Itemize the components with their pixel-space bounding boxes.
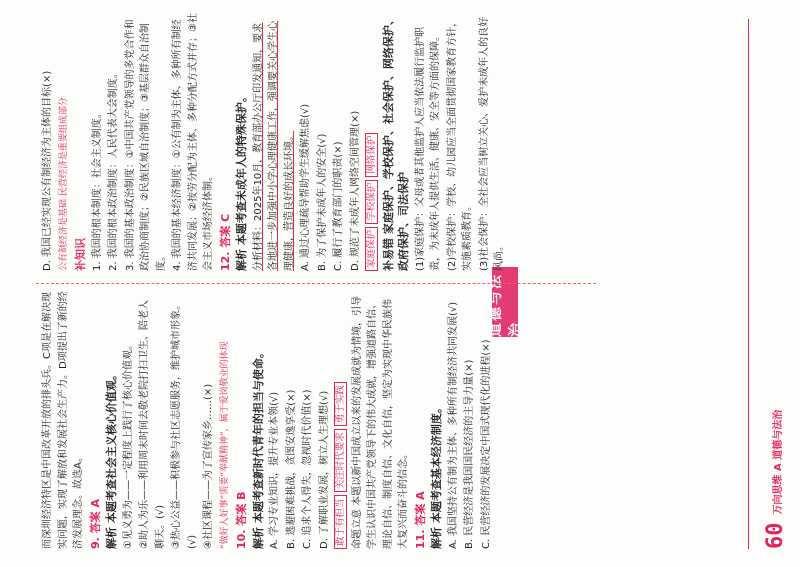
q12-note: 网络保护 — [365, 133, 378, 177]
supplement-item: 4. 我国的基本经济制度：①公有制为主体、多种所有制经济共同发展；②按劳分配为主体、多种分配方式并存；③社会主义市场经济体制。 — [172, 13, 214, 271]
supplement-item: 2. 我国的根本政治制度：人民代表大会制度。 — [108, 68, 119, 271]
q9-item: ①见义勇为——一定程度上践行了核心价值观。 — [122, 340, 134, 549]
q12-note: 学校保护 — [365, 180, 378, 224]
q10-answer: 10. 答案 B — [235, 491, 248, 549]
supplement-title: 补知识 — [74, 238, 87, 271]
q11-item-d: D. 我国已经实现公有制经济为主体的目标(×) — [42, 70, 53, 271]
right-column — [40, 13, 509, 271]
q10-analysis: 解析 本题考查新时代青年的担当与使命。 — [251, 347, 265, 549]
law-title: 补易错 家庭保护、学校保护、社会保护、网络保护、政府保护、司法保护 — [381, 14, 410, 271]
q12-item: B. 为了保护未成年人的安全(√) — [316, 133, 328, 271]
law-item: (3)社会保护：全社会应当树立关心、爱护未成年人的良好风尚。 — [478, 16, 505, 271]
supplement-item: 1. 我国的根本制度：社会主义制度。 — [91, 108, 103, 271]
q12-item: C. 履行了教育部门的职责(×) — [333, 141, 344, 271]
q10-item: C. 追求个人得失，忽视时代价值(×) — [302, 389, 313, 549]
q9-item: ③热心公益——积极参与社区志愿服务，维护城市形象。(√) — [171, 300, 198, 549]
q10-item: D. 了解职业发展，树立人生理想(√) — [318, 390, 330, 549]
q10-note: 关注时代要求 — [334, 429, 347, 492]
q10-note: 勇于实践 — [334, 382, 347, 426]
page-footer — [752, 9, 788, 549]
q9-analysis: 解析 本题考查社会主义核心价值观。 — [105, 369, 118, 549]
q9-item: ④社区课程——为了宣传家乡……(×) — [203, 383, 214, 549]
q10-item: A. 学习专业知识，提升专业本领(√) — [269, 391, 280, 549]
law-item: (1)家庭保护：父母或者其他监护人应当依法履行监护职责，为未成年人提供生活、健康、安全等方面的保障。 — [414, 26, 441, 271]
q12-item: D. 规范了未成年人网络空间管理(×) — [349, 110, 361, 271]
footer-rule — [748, 19, 749, 549]
intro-paragraph: 而深圳经济特区是中国改革开放的排头兵。C项是在解决现实问题，实现了解放和发展社会生产力。D项提出了新的经济发展理念。故选A。 — [42, 291, 84, 549]
q11-item: A. 我国坚持公有制为主体、多种所有制经济共同发展(√) — [447, 301, 459, 549]
column-divider — [36, 283, 596, 284]
series-title: 万向思维 A 道德与法治 — [773, 409, 784, 515]
q9-item: ②助人为乐——利用周末时间去敬老院打扫卫生、陪老人聊天。(√) — [139, 300, 166, 549]
q11-answer: 11. 答案 A — [413, 491, 427, 549]
q11-analysis: 解析 本题考查基本经济制度。 — [430, 402, 443, 549]
q11-note: 公有制经济是基础 民营经济是重要组成部分 — [58, 97, 69, 271]
page-number: 60 — [763, 522, 788, 549]
proposition-note: 命题立意 本题以新中国成立以来的发展成就为情境，引导学生认识中国共产党领导下的伟大成就，增强道路自信、理论自信、制度自信、文化自信，坚定为实现中华民族伟大复兴而奋斗的信念。 — [351, 295, 409, 549]
left-column — [40, 291, 495, 549]
law-item: (2)学校保护：学校、幼儿园应当全面贯彻国家教育方针，实施素质教育。 — [446, 16, 473, 271]
q10-note: 敢于有担当 — [334, 495, 347, 549]
q11-item: B. 民营经济是我国国民经济的主导力量(×) — [464, 359, 475, 549]
q12-analysis: 解析 本题考查未成年人的特殊保护。 — [235, 91, 248, 271]
q12-note: 家庭保护 — [365, 227, 378, 271]
q11-item: C. 民营经济的发展决定中国式现代化的进程(×) — [480, 339, 492, 549]
section-badge: 道德与法治 — [492, 267, 518, 337]
q12-answer: 12. 答案 C — [218, 213, 232, 271]
q10-item: B. 逃避困难挑战，贪图安逸享受(×) — [285, 389, 297, 549]
q12-material: 分析材料：2025年10月，教育部办公厅印发通知，要求各地进一步加强中小学心理健康工作，强调要关心学生心理健康，营造良好的成长环境。 — [252, 21, 295, 271]
q9-note: “做好人好事”需要“奉献精神”，属于爱岗敬业的体现 — [219, 341, 230, 549]
supplement-item: 3. 我国的基本政治制度：①中国共产党领导的多党合作和政治协商制度；②民族区域自治制度；③基层群众自治制度。 — [124, 19, 167, 271]
q9-answer: 9. 答案 A — [88, 498, 102, 549]
q12-item: A. 通过心理疏导帮助学生缓解焦虑(√) — [300, 103, 311, 271]
